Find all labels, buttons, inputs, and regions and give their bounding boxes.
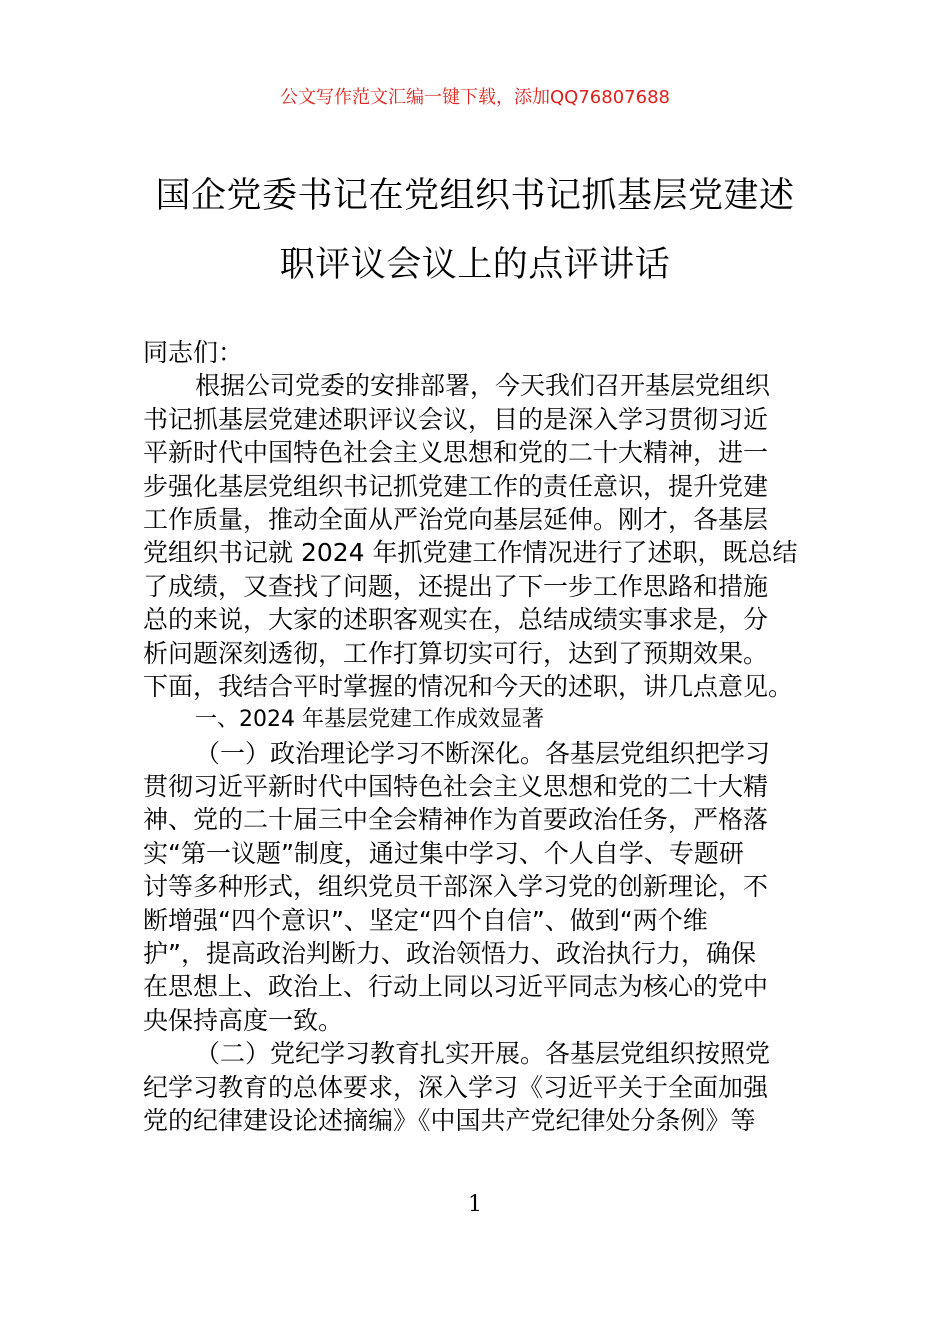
body-line: 工作质量，推动全面从严治党向基层延伸。刚才，各基层	[143, 504, 769, 534]
body-line: 断增强“四个意识”、坚定“四个自信”、做到“两个维	[143, 905, 708, 935]
watermark-banner: 公文写作范文汇编一键下载，添加QQ76807688	[280, 87, 670, 108]
body-line: 在思想上、政治上、行动上同以习近平同志为核心的党中	[143, 972, 769, 1002]
body-line: 纪学习教育的总体要求，深入学习《习近平关于全面加强	[143, 1072, 769, 1102]
document-body	[143, 336, 809, 1137]
body-line: 护”，提高政治判断力、政治领悟力、政治执行力，确保	[143, 939, 756, 969]
body-line: 书记抓基层党建述职评议会议，目的是深入学习贯彻习近	[143, 404, 769, 434]
body-line: 神、党的二十届三中全会精神作为首要政治任务，严格落	[143, 805, 769, 835]
subsection-line: （一）政治理论学习不断深化。各基层党组织把学习	[195, 738, 771, 768]
body-line: 了成绩，又查找了问题，还提出了下一步工作思路和措施	[143, 571, 769, 601]
body-line: 实“第一议题”制度，通过集中学习、个人自学、专题研	[143, 838, 744, 868]
body-line: 根据公司党委的安排部署，今天我们召开基层党组织	[195, 371, 771, 401]
page-number: 1	[468, 1192, 482, 1217]
salutation-line: 同志们：	[143, 338, 244, 367]
body-line: 步强化基层党组织书记抓党建工作的责任意识，提升党建	[143, 471, 769, 501]
document-title-line-1: 国企党委书记在党组织书记抓基层党建述	[155, 176, 795, 216]
document-title-line-2: 职评议会议上的点评讲话	[279, 245, 671, 285]
body-line: 总的来说，大家的述职客观实在，总结成绩实事求是，分	[143, 605, 769, 635]
body-line: 党组织书记就 2024 年抓党建工作情况进行了述职，既总结	[143, 538, 798, 568]
body-line: 央保持高度一致。	[143, 1005, 344, 1035]
body-line: 贯彻习近平新时代中国特色社会主义思想和党的二十大精	[143, 772, 769, 802]
section-heading: 一、2024 年基层党建工作成效显著	[195, 707, 544, 733]
body-line: 下面，我结合平时掌握的情况和今天的述职，讲几点意见。	[143, 671, 794, 701]
subsection-line: （二）党纪学习教育扎实开展。各基层党组织按照党	[195, 1039, 771, 1069]
body-line: 讨等多种形式，组织党员干部深入学习党的创新理论，不	[143, 872, 769, 902]
body-line: 平新时代中国特色社会主义思想和党的二十大精神，进一	[143, 438, 769, 468]
body-line: 党的纪律建设论述摘编》《中国共产党纪律处分条例》等	[143, 1105, 756, 1135]
body-line: 析问题深刻透彻，工作打算切实可行，达到了预期效果。	[143, 638, 769, 668]
